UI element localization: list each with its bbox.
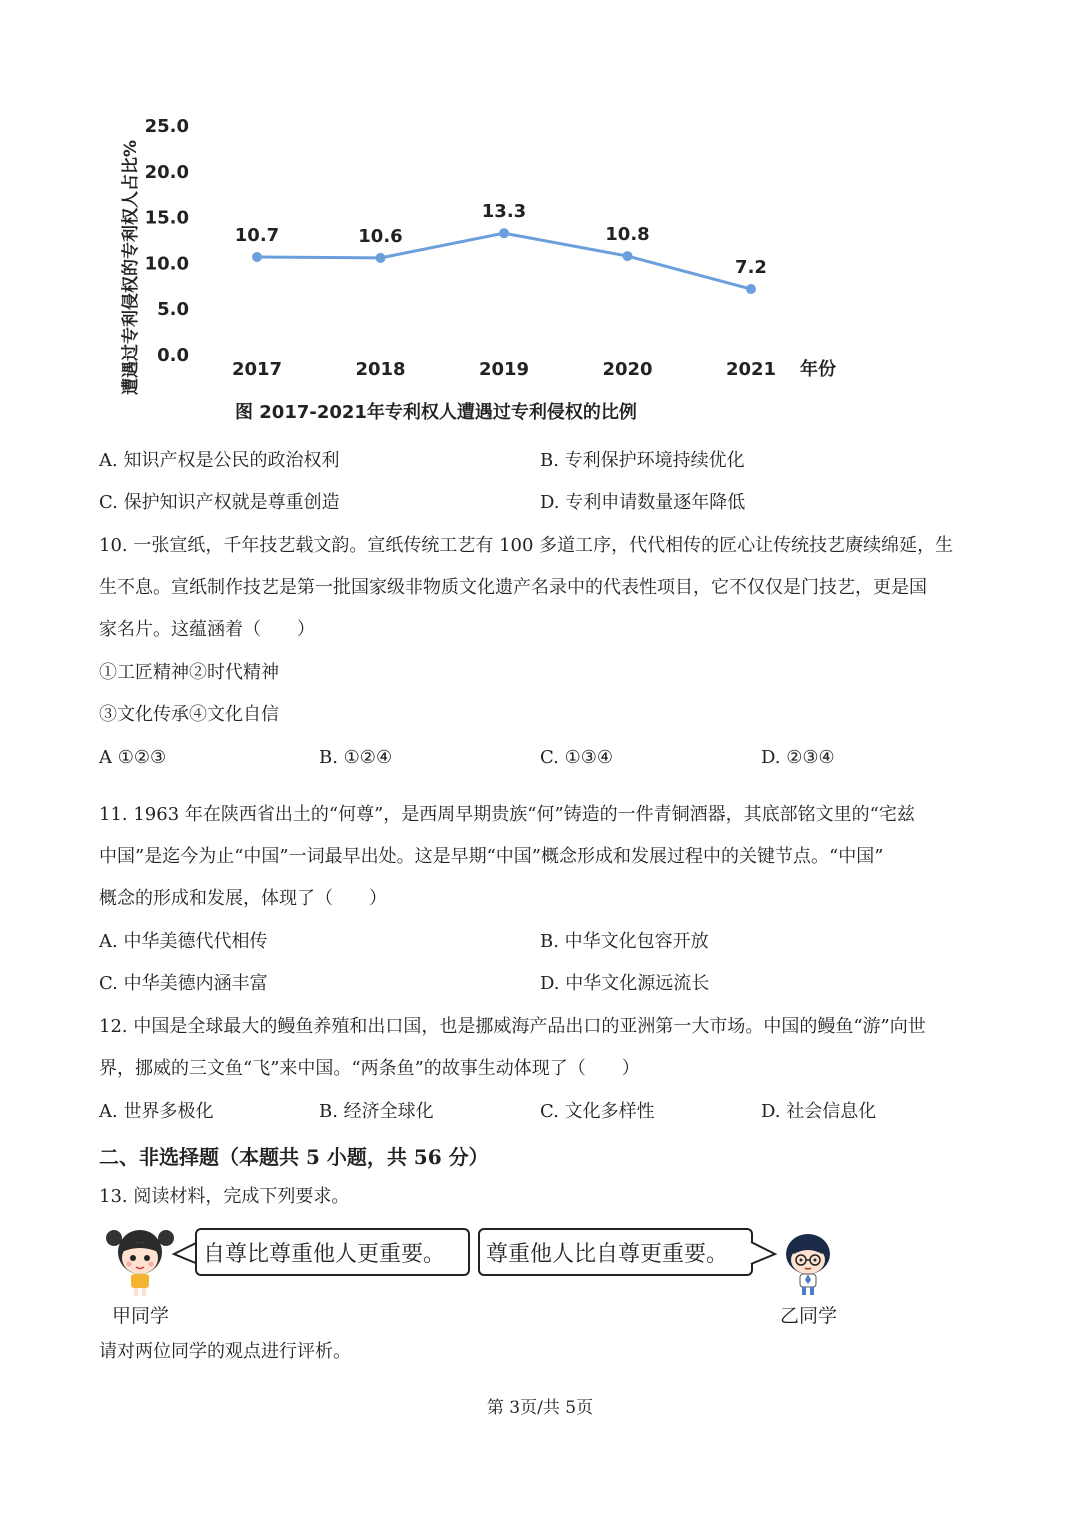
- x-axis-label: 年份: [800, 359, 836, 380]
- q10-line-3: 家名片。这蕴涵着（ ）: [99, 619, 315, 640]
- q12-line-1: 12. 中国是全球最大的鳗鱼养殖和出口国，也是挪威海产品出口的亚洲第一大市场。中国的鳗鱼“游”向世: [99, 1016, 926, 1037]
- q12-option-b: B. 经济全球化: [319, 1101, 434, 1122]
- section-title: 二、非选择题（本题共 5 小题，共 56 分）: [99, 1145, 489, 1169]
- q11-option-c: C. 中华美德内涵丰富: [99, 973, 268, 994]
- data-point: [252, 252, 262, 262]
- q13-prompt: 请对两位同学的观点进行评析。: [99, 1341, 351, 1362]
- q12-option-d: D. 社会信息化: [761, 1101, 877, 1122]
- data-point: [623, 251, 633, 261]
- y-tick-label: 25.0: [144, 116, 189, 137]
- x-tick-label: 2017: [231, 359, 283, 380]
- q11-option-d: D. 中华文化源远流长: [540, 973, 710, 994]
- q9-option-c: C. 保护知识产权就是尊重创造: [99, 492, 340, 513]
- q10-option-a: A ①②③: [99, 747, 167, 768]
- data-label: 13.3: [481, 201, 527, 223]
- q12-option-c: C. 文化多样性: [540, 1101, 655, 1122]
- q11-line-2: 中国”是迄今为止“中国”一词最早出处。这是早期“中国”概念形成和发展过程中的关键节点。“中国”: [99, 846, 884, 867]
- y-tick-label: 0.0: [157, 345, 189, 366]
- q12-option-a: A. 世界多极化: [99, 1101, 214, 1122]
- q9-option-d: D. 专利申请数量逐年降低: [540, 492, 746, 513]
- speech-bubble-b-text: 尊重他人比自尊更重要。: [486, 1241, 729, 1267]
- boy-avatar-icon: [772, 1226, 844, 1298]
- student-a-label: 甲同学: [112, 1305, 170, 1327]
- q9-option-a: A. 知识产权是公民的政治权利: [99, 450, 340, 471]
- data-label: 10.6: [358, 225, 403, 247]
- q10-option-c: C. ①③④: [540, 747, 613, 768]
- data-point: [499, 228, 509, 238]
- q13-intro: 13. 阅读材料，完成下列要求。: [99, 1186, 350, 1207]
- speech-bubble-b: [478, 1228, 753, 1276]
- x-tick-label: 2019: [478, 359, 530, 380]
- speech-bubble-a: [195, 1228, 470, 1276]
- q11-line-1: 11. 1963 年在陕西省出土的“何尊”，是西周早期贵族“何”铸造的一件青铜酒器，其底部铭文里的“宅兹: [99, 804, 915, 825]
- x-axis-ticks: [232, 359, 776, 380]
- y-tick-label: 20.0: [144, 161, 189, 183]
- line-chart: [0, 0, 1080, 440]
- y-tick-label: 5.0: [157, 299, 189, 321]
- q10-item-1: ①工匠精神②时代精神: [99, 662, 279, 683]
- chart-title: 图 2017-2021年专利权人遭遇过专利侵权的比例: [235, 402, 637, 423]
- q12-line-2: 界，挪威的三文鱼“飞”来中国。“两条鱼”的故事生动体现了（ ）: [99, 1058, 640, 1079]
- data-point: [746, 284, 756, 294]
- girl-avatar-icon: [104, 1226, 176, 1298]
- x-tick-label: 2018: [355, 359, 406, 380]
- y-tick-label: 10.0: [144, 253, 189, 275]
- q10-line-1: 10. 一张宣纸，千年技艺载文韵。宣纸传统工艺有 100 多道工序，代代相传的匠心让传统技艺赓续绵延，生: [99, 535, 954, 556]
- q10-line-2: 生不息。宣纸制作技艺是第一批国家级非物质文化遗产名录中的代表性项目，它不仅仅是门技艺，更是国: [99, 577, 927, 598]
- q11-line-3: 概念的形成和发展，体现了（ ）: [99, 888, 387, 909]
- y-axis-label: 遭遇过专利侵权的专利权人占比%: [121, 139, 141, 395]
- page-footer: 第 3页/共 5页: [486, 1398, 594, 1418]
- y-axis-ticks: [145, 116, 189, 366]
- q9-option-b: B. 专利保护环境持续优化: [540, 450, 745, 471]
- x-tick-label: 2020: [602, 359, 653, 380]
- q10-option-d: D. ②③④: [761, 747, 835, 768]
- data-label: 10.8: [605, 224, 650, 246]
- speech-bubble-a-text: 自尊比尊重他人更重要。: [203, 1241, 446, 1267]
- data-point: [376, 253, 386, 263]
- data-label: 10.7: [234, 224, 280, 246]
- series-line: [257, 233, 751, 289]
- x-tick-label: 2021: [725, 359, 777, 380]
- data-labels: [235, 201, 767, 278]
- data-label: 7.2: [735, 257, 767, 279]
- y-tick-label: 15.0: [144, 207, 189, 229]
- student-b-label: 乙同学: [780, 1305, 838, 1327]
- q10-option-b: B. ①②④: [319, 747, 393, 768]
- q11-option-a: A. 中华美德代代相传: [99, 931, 268, 952]
- q11-option-b: B. 中华文化包容开放: [540, 931, 709, 952]
- q10-item-2: ③文化传承④文化自信: [99, 704, 279, 725]
